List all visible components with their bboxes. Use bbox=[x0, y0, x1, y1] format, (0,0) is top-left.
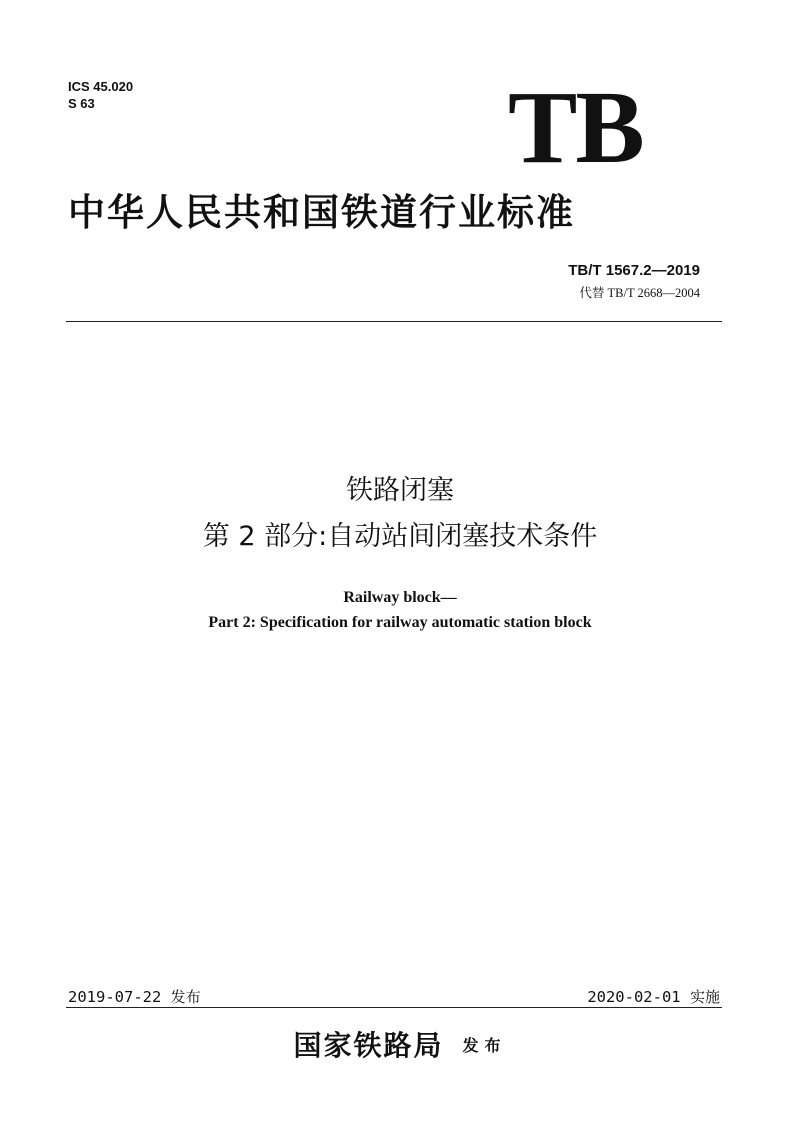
title-en-part: Part 2: Specification for railway automatic station block bbox=[208, 614, 592, 631]
impl-label: 实施 bbox=[689, 988, 720, 1006]
title-en-main: Railway block— bbox=[343, 589, 457, 606]
top-divider bbox=[66, 321, 722, 322]
impl-date-value: 2020-02-01 bbox=[587, 988, 681, 1006]
title-cn-part: 第 2 部分:自动站间闭塞技术条件 bbox=[202, 521, 598, 552]
implementation-date bbox=[587, 987, 720, 1007]
organization-title: 中华人民共和国铁道行业标准 bbox=[68, 190, 575, 234]
standard-mark: TB bbox=[508, 70, 643, 185]
publisher-name: 国家铁路局 bbox=[293, 1029, 444, 1062]
ics-code: ICS 45.020 bbox=[68, 79, 134, 94]
title-cn-main: 铁路闭塞 bbox=[346, 475, 454, 506]
bottom-divider bbox=[66, 1007, 722, 1008]
ccs-code: S 63 bbox=[68, 96, 95, 111]
issue-date bbox=[68, 987, 201, 1007]
publisher bbox=[0, 1026, 800, 1066]
replaces-standard: 代替 TB/T 2668—2004 bbox=[579, 286, 700, 300]
issue-date-value: 2019-07-22 bbox=[68, 988, 162, 1006]
issue-label: 发布 bbox=[170, 988, 201, 1006]
publisher-suffix: 发布 bbox=[462, 1036, 507, 1055]
classification-codes bbox=[68, 78, 133, 112]
standard-number: TB/T 1567.2—2019 bbox=[568, 262, 700, 279]
